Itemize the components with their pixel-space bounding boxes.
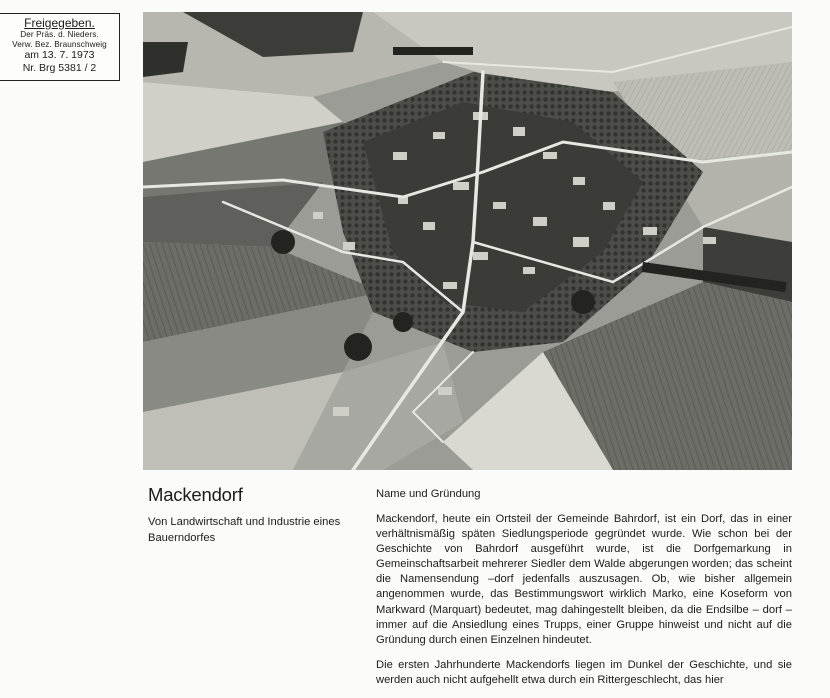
paragraph: Die ersten Jahrhunderte Mackendorfs liegen im Dunkel der Geschichte, und sie werden auch nicht aufgehellt etwa durch ein Rittergeschlecht, das hier [376, 658, 792, 686]
section-heading: Name und Gründung [376, 488, 481, 500]
stamp-authority: Der Präs. d. Nieders. [20, 30, 99, 39]
stamp-date: am 13. 7. 1973 [24, 49, 95, 61]
article-title: Mackendorf [148, 484, 243, 505]
stamp-number: Nr. Brg 5381 / 2 [22, 61, 97, 74]
paragraph: Mackendorf, heute ein Ortsteil der Gemeinde Bahrdorf, ist ein Dorf, das in einer verhältnismäßig späten Siedlungsperiode gegründet wurde. Wie schon bei der Geschichte von Bahrdorf ausgeführt wurde, ist die Dorfgemarkung in Gemeinschaftsarbeit mehrerer Siedler dem Walde abgerungen worden; das scheint die Namensendung –dorf jedenfalls auszusagen. Ob, wie bisher allgemein angenommen wurde, das Bestimmungswort wirklich Marko, eine Koseform von Markward (Marquart) bedeutet, mag dahingestellt bleiben, da die Endsilbe – dorf – immer auf die Ansiedlung eines Trupps, einer Gruppe hinweist und nicht auf die Gründung durch einen Einzelnen hindeutet. [376, 513, 792, 646]
aerial-photo-village-image [143, 12, 792, 470]
approval-stamp [0, 13, 120, 81]
article-subtitle: Von Landwirtschaft und Industrie eines Bauerndorfes [148, 516, 341, 544]
article-body [376, 512, 792, 698]
stamp-title: Freigegeben. [24, 16, 95, 30]
stamp-district: Verw. Bez. Braunschweig [12, 39, 107, 49]
aerial-photo [143, 12, 792, 470]
